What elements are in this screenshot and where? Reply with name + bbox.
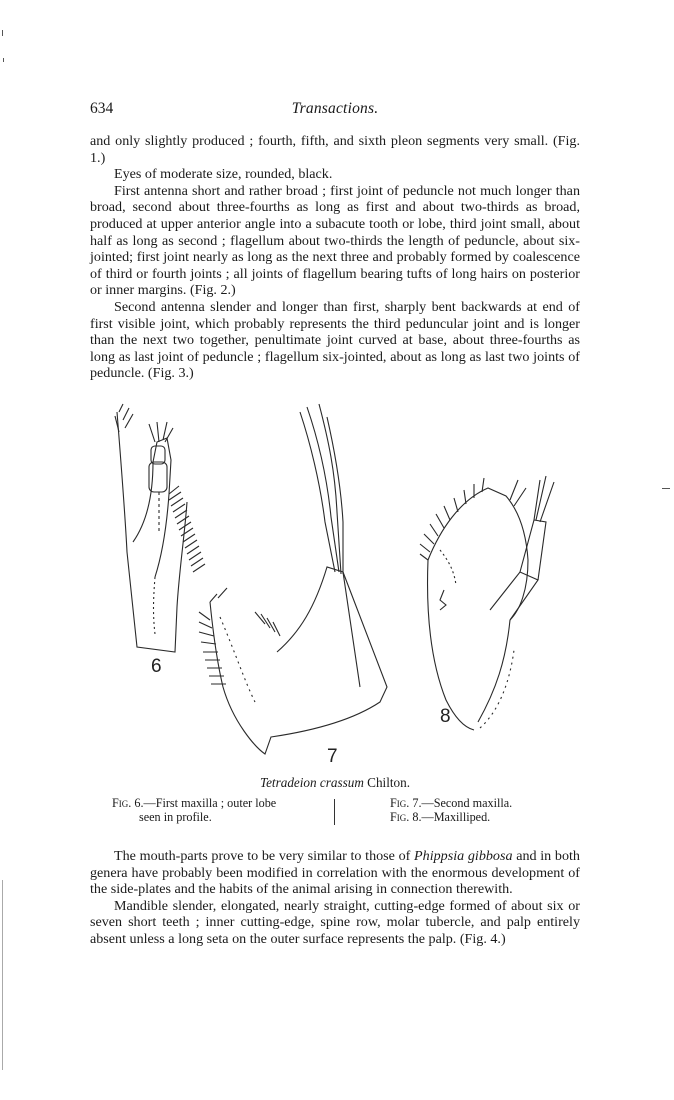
scan-mark xyxy=(2,880,3,1070)
fig6-maxilla-drawing xyxy=(115,404,205,652)
figure-8-drawing xyxy=(410,460,580,760)
body-text-top xyxy=(90,133,580,382)
figure-legend xyxy=(112,797,582,831)
page-number: 634 xyxy=(90,100,114,117)
legend-right xyxy=(390,797,580,824)
legend-fig-prefix-6: Fig. xyxy=(112,796,132,810)
mouth-parts-text-b: and in both genera have probably been modified in correlation with the enormous development of the side-plates and the habits of the animal arising in connection therewith. xyxy=(90,848,580,898)
figure-label-7: 7 xyxy=(327,746,338,767)
scan-mark xyxy=(2,30,3,36)
body-text-bottom xyxy=(90,848,580,948)
legend-divider xyxy=(334,799,335,825)
legend-fig-6: 6.—First maxilla ; outer lobe xyxy=(134,796,277,810)
paragraph-mouth-parts xyxy=(90,848,580,898)
paragraph-mandible: Mandible slender, elongated, nearly straight, cutting-edge formed of about six or seven short teeth ; inner cutting-edge, spine row, molar tubercle, and palp entirely absent unless a long seta on the outer surface represents the palp. (Fig. 4.) xyxy=(90,897,580,947)
legend-fig-6-cont: seen in profile. xyxy=(139,809,212,824)
mouth-parts-text-a: The mouth-parts prove to be very similar to those of xyxy=(114,848,415,864)
running-title: Transactions. xyxy=(291,100,379,117)
figure-label-8: 8 xyxy=(440,706,451,727)
running-head xyxy=(90,100,580,120)
legend-fig-7: 7.—Second maxilla. xyxy=(412,796,513,810)
figure-6-7-drawing xyxy=(95,402,415,772)
paragraph-second-antenna: Second antenna slender and longer than first, sharply bent backwards at end of first visible joint, which probably represents the third peduncular joint and is longer than the next two together, penultimate joint curved at base, about three-fourths as long as last joint of peduncle ; flagellum six-jointed, about as long as last two joints of peduncle. (Fig. 3.) xyxy=(90,298,580,382)
fig7-maxilla-drawing xyxy=(199,404,387,754)
legend-left xyxy=(112,797,322,824)
figure-label-6: 6 xyxy=(151,656,162,677)
paragraph-pleon: and only slightly produced ; fourth, fifth, and sixth pleon segments very small. (Fig. 1.) xyxy=(90,133,580,166)
paragraph-first-antenna: First antenna short and rather broad ; first joint of peduncle not much longer than broad, second about three-fourths as long as first and about two-thirds as broad, produced at upper anterior angle into a subacute tooth or lobe, third joint small, about half as long as second ; flagellum about two-thirds the length of peduncle, about six-jointed; first joint nearly as long as the next three and probably formed by coalescence of third or fourth joints ; all joints of flagellum bearing tufts of long hairs on posterior or inner margins. (Fig. 2.) xyxy=(90,182,580,299)
species-name: Tetradeion crassum xyxy=(259,775,364,790)
fig8-maxilliped-drawing xyxy=(420,476,554,730)
legend-fig-prefix-7: Fig. xyxy=(390,796,410,810)
genus-species-italic: Phippsia gibbosa xyxy=(414,848,513,864)
legend-fig-8: 8.—Maxilliped. xyxy=(412,809,491,824)
figure-plate-6-7 xyxy=(95,402,415,772)
scan-mark xyxy=(3,58,4,62)
paragraph-eyes: Eyes of moderate size, rounded, black. xyxy=(114,166,333,183)
legend-fig-prefix-8: Fig. xyxy=(390,809,410,824)
figure-plate-8 xyxy=(410,460,580,760)
species-author: Chilton. xyxy=(367,775,411,790)
figure-caption-title xyxy=(90,775,580,791)
scan-mark xyxy=(662,488,670,489)
